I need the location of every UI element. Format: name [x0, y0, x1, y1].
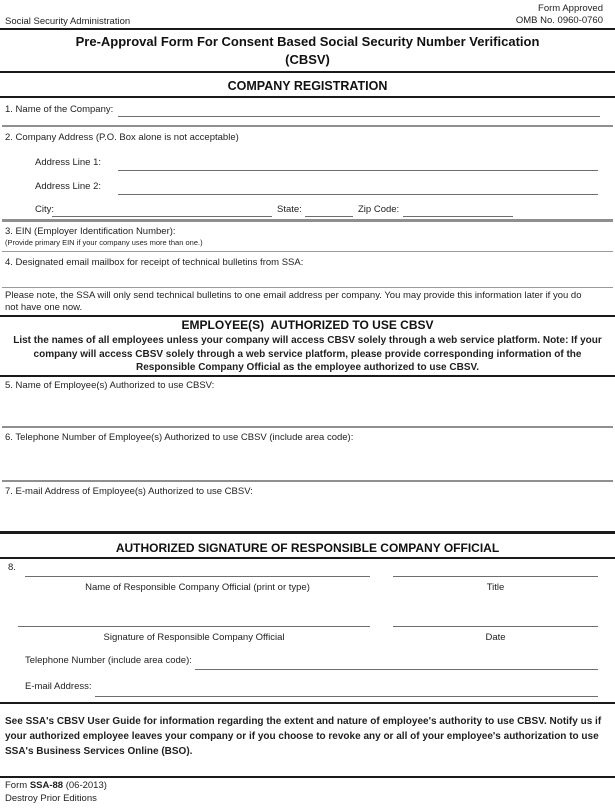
form-number-line [5, 780, 107, 792]
item-divider [2, 480, 613, 482]
form-approved-label: Form Approved [538, 3, 603, 14]
section-divider [0, 96, 615, 98]
section-divider [0, 531, 615, 534]
item-divider [2, 125, 613, 127]
form-title-line2: (CBSV) [285, 52, 330, 67]
official-email-label: E-mail Address: [25, 681, 92, 692]
official-email-field[interactable] [95, 696, 598, 697]
state-field[interactable] [305, 216, 353, 217]
footer-divider [0, 776, 615, 778]
company-registration-heading: COMPANY REGISTRATION [227, 79, 388, 93]
section-divider [0, 375, 615, 377]
authorized-signature-heading: AUTHORIZED SIGNATURE OF RESPONSIBLE COMPANY OFFICIAL [115, 541, 500, 555]
official-phone-field[interactable] [195, 669, 598, 670]
omb-approval-block [516, 3, 603, 26]
employees-instructions: List the names of all employees unless your company will access CBSV solely through a web service platform. Note: If your company will access CBSV solely through a web service platform, please provide corresponding information of the Responsible Company Official as the employee authorized to use CBSV. [13, 335, 602, 373]
zip-code-label: Zip Code: [358, 204, 400, 215]
employee-email-label: 7. E-mail Address of Employee(s) Authorized to use CBSV: [5, 486, 253, 497]
section-divider [0, 315, 615, 317]
official-title-field[interactable] [393, 576, 598, 577]
technical-bulletin-note: Please note, the SSA will only send technical bulletins to one email address per company. You may provide this information later if you do not have one now. [5, 290, 582, 313]
city-label: City: [35, 204, 54, 215]
item-divider [2, 287, 613, 288]
form-title-line1: Pre-Approval Form For Consent Based Social Security Number Verification [75, 34, 540, 49]
signature-date-caption: Date [485, 632, 506, 643]
address-line2-field[interactable] [118, 194, 598, 195]
item-8-number: 8. [8, 562, 16, 573]
item-divider [2, 219, 613, 222]
official-signature-field[interactable] [18, 626, 370, 627]
destroy-prior-editions-label: Destroy Prior Editions [5, 793, 97, 804]
agency-label: Social Security Administration [5, 16, 131, 27]
employee-phone-label: 6. Telephone Number of Employee(s) Authorized to use CBSV (include area code): [5, 432, 354, 443]
employee-phone-field[interactable] [5, 445, 605, 477]
employee-email-field[interactable] [5, 499, 605, 527]
form-number-prefix: Form [5, 780, 30, 791]
omb-number-label: OMB No. 0960-0760 [515, 14, 603, 26]
user-guide-notice: See SSA's CBSV User Guide for information regarding the extent and nature of employee's authority to use CBSV. Notify us if your authorized employee leaves your company or if you choose to revoke any or all of your employee's authorization to use SSA's Business Services Online (BSO). [5, 716, 602, 757]
form-number: SSA-88 [29, 780, 64, 791]
company-name-label: 1. Name of the Company: [5, 104, 114, 115]
official-name-field[interactable] [25, 576, 370, 577]
section-divider [0, 702, 615, 704]
employee-names-field[interactable] [5, 393, 605, 423]
email-mailbox-label: 4. Designated email mailbox for receipt of technical bulletins from SSA: [5, 257, 304, 268]
signature-date-field[interactable] [393, 626, 598, 627]
company-name-field[interactable] [118, 116, 600, 117]
city-field[interactable] [52, 216, 272, 217]
title-divider [0, 71, 615, 73]
form-number-date: (06-2013) [63, 780, 107, 791]
item-divider [2, 251, 613, 252]
address-line1-field[interactable] [118, 170, 598, 171]
official-title-caption: Title [486, 582, 505, 593]
state-label: State: [277, 204, 302, 215]
address-line1-label: Address Line 1: [35, 157, 102, 168]
zip-code-field[interactable] [403, 216, 513, 217]
ein-sublabel: (Provide primary EIN if your company uses more than one.) [5, 238, 203, 247]
official-name-caption: Name of Responsible Company Official (print or type) [85, 582, 310, 593]
employee-names-label: 5. Name of Employee(s) Authorized to use CBSV: [5, 380, 215, 391]
company-address-label: 2. Company Address (P.O. Box alone is not acceptable) [5, 132, 239, 143]
ein-label: 3. EIN (Employer Identification Number): [5, 226, 176, 237]
address-line2-label: Address Line 2: [35, 181, 102, 192]
ein-field[interactable] [200, 226, 600, 248]
header-divider [0, 28, 615, 30]
official-phone-label: Telephone Number (include area code): [25, 655, 192, 666]
section-divider [0, 557, 615, 559]
employees-heading: EMPLOYEE(S) AUTHORIZED TO USE CBSV [181, 318, 434, 332]
email-mailbox-field[interactable] [5, 270, 605, 285]
item-divider [2, 426, 613, 428]
official-signature-caption: Signature of Responsible Company Official [103, 632, 285, 643]
